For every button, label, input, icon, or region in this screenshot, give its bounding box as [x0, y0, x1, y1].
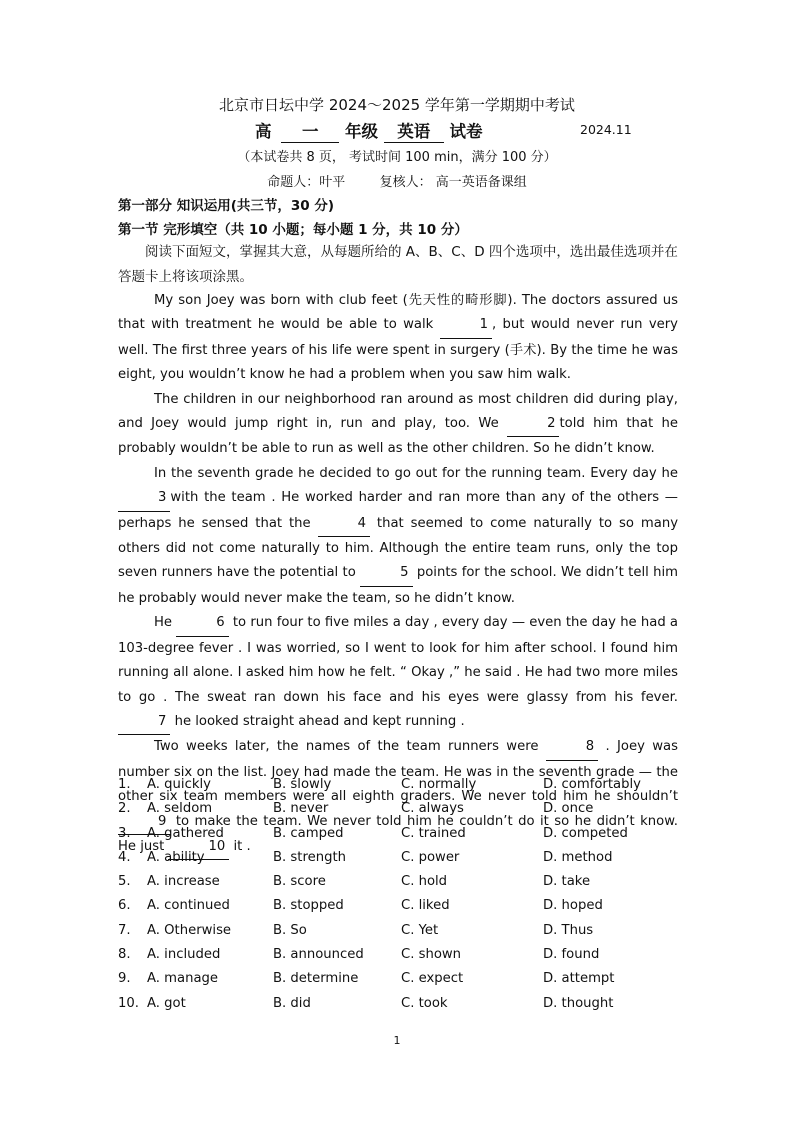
question-number: 4. — [118, 849, 131, 865]
question-number: 1. — [118, 777, 131, 792]
option-a: A. got — [147, 995, 186, 1011]
option-b: B. slowly — [273, 777, 332, 792]
question-number: 6. — [118, 898, 131, 914]
blank-9: 9 — [118, 810, 170, 835]
question-number: 5. — [118, 874, 131, 890]
answer-options — [118, 774, 678, 1017]
option-d: D. once — [543, 801, 594, 817]
option-a: A. manage — [147, 971, 219, 987]
option-a: A. gathered — [147, 825, 224, 841]
section-heading: 第一节 完形填空（共 10 小题；每小题 1 分，共 10 分） — [118, 222, 468, 238]
option-d: D. Thus — [543, 922, 594, 938]
option-a: A. continued — [147, 898, 230, 914]
option-a: A. increase — [147, 874, 220, 890]
option-b: B. never — [273, 801, 329, 817]
grade-prefix: 高 — [255, 122, 272, 141]
option-row — [118, 895, 678, 919]
grade-label: 年级 — [345, 122, 378, 141]
blank-3: 3 — [118, 486, 170, 511]
option-b: B. score — [273, 874, 326, 890]
passage-paragraph-5: Two weeks later, the names of the team runners were 8 . Joey was number six on the list. Joey had made the team. He was in the seventh grade — the other six team members were all eighth graders. We never told him he shouldn’t 9 to make the team. We never told him he couldn’t do it so he didn’t know. He just 10 it . — [118, 735, 678, 860]
blank-4: 4 — [318, 512, 370, 537]
option-row — [118, 871, 678, 895]
blank-10: 10 — [168, 835, 229, 860]
option-row — [118, 774, 678, 798]
option-a: A. quickly — [147, 777, 211, 792]
option-d: D. found — [543, 947, 600, 963]
question-number: 2. — [118, 801, 131, 817]
option-row — [118, 823, 678, 847]
option-a: A. included — [147, 947, 221, 963]
option-row — [118, 798, 678, 822]
blank-2: 2 — [507, 412, 559, 437]
option-a: A. seldom — [147, 801, 213, 817]
option-d: D. competed — [543, 825, 628, 841]
passage-paragraph-4: He 6 to run four to five miles a day , every day — even the day he had a 103-degree fever . I was worried, so I went to look for him after school. I found him running all alone. I asked him how he felt. “ Okay ,” he said . He had two more miles to go . The sweat ran down his face and his eyes were glassy from his fever. 7 he looked straight ahead and kept running . — [118, 611, 678, 735]
grade-value: 一 — [281, 118, 339, 143]
option-c: C. expect — [401, 971, 464, 987]
option-d: D. comfortably — [543, 777, 641, 792]
option-row — [118, 993, 678, 1017]
blank-7: 7 — [118, 710, 170, 735]
blank-1: 1 — [440, 313, 492, 338]
option-d: D. hoped — [543, 898, 603, 914]
option-b: B. stopped — [273, 898, 344, 914]
option-b: B. camped — [273, 825, 344, 841]
option-c: C. power — [401, 849, 460, 865]
option-row — [118, 920, 678, 944]
question-number: 10. — [118, 995, 139, 1011]
option-c: C. hold — [401, 874, 448, 890]
reviewer-label: 复核人： 高一英语备课组 — [379, 175, 527, 190]
option-d: D. attempt — [543, 971, 615, 987]
passage-paragraph-2: The children in our neighborhood ran around as most children did during play, and Joey would jump right in, run and play, too. We 2 told him that he probably wouldn’t be able to run as well as the other children. So he didn’t know. — [118, 391, 678, 457]
option-b: B. strength — [273, 849, 346, 865]
subject-value: 英语 — [384, 118, 444, 143]
paper-label: 试卷 — [449, 122, 483, 141]
option-a: A. ability — [147, 849, 205, 865]
instruction: 阅读下面短文，掌握其大意，从每题所给的 A、B、C、D 四个选项中，选出最佳选项并在答题卡上将该项涂黑。 — [118, 244, 678, 285]
author-label: 命题人：叶平 — [267, 175, 346, 190]
option-c: C. shown — [401, 947, 462, 963]
option-b: B. announced — [273, 947, 364, 963]
option-c: C. trained — [401, 825, 466, 841]
option-c: C. liked — [401, 898, 450, 914]
option-c: C. always — [401, 801, 464, 817]
passage-paragraph-1: My son Joey was born with club feet (先天性的畸形脚). The doctors assured us that with treatment he would be able to walk 1 , but would never run very well. The first three years of his life were spent in surgery (手术). By the time he was eight, you wouldn’t know he had a problem when you saw him walk. — [118, 293, 678, 383]
part-heading: 第一部分 知识运用(共三节，30 分) — [118, 198, 335, 214]
option-row — [118, 968, 678, 992]
option-d: D. method — [543, 849, 613, 865]
grade-subject-line — [255, 118, 483, 143]
option-d: D. take — [543, 874, 591, 890]
option-c: C. took — [401, 995, 448, 1011]
blank-5: 5 — [360, 561, 412, 586]
option-d: D. thought — [543, 995, 614, 1011]
option-c: C. normally — [401, 777, 477, 792]
option-b: B. So — [273, 922, 307, 938]
option-c: C. Yet — [401, 922, 439, 938]
page-number: 1 — [393, 1034, 401, 1047]
question-number: 9. — [118, 971, 131, 987]
blank-8: 8 — [546, 735, 598, 760]
option-row — [118, 847, 678, 871]
exam-title: 北京市日坛中学 2024～2025 学年第一学期期中考试 — [219, 96, 575, 114]
question-number: 8. — [118, 947, 131, 963]
exam-note: （本试卷共 8 页， 考试时间 100 min，满分 100 分） — [237, 150, 557, 165]
blank-6: 6 — [176, 611, 228, 636]
exam-date: 2024.11 — [580, 122, 632, 137]
option-b: B. did — [273, 995, 311, 1011]
option-b: B. determine — [273, 971, 359, 987]
option-a: A. Otherwise — [147, 922, 232, 938]
question-number: 3. — [118, 825, 131, 841]
passage-paragraph-3: In the seventh grade he decided to go out for the running team. Every day he 3 with the team . He worked harder and ran more than any of the others — perhaps he sensed that the 4 that seemed to come naturally to so many others did not come naturally to him. Although the entire team runs, only the top seven runners have the potential to 5 points for the school. We didn’t tell him he probably would never make the team, so he didn’t know. — [118, 465, 679, 606]
option-row — [118, 944, 678, 968]
question-number: 7. — [118, 922, 131, 938]
authors-line — [0, 171, 794, 190]
